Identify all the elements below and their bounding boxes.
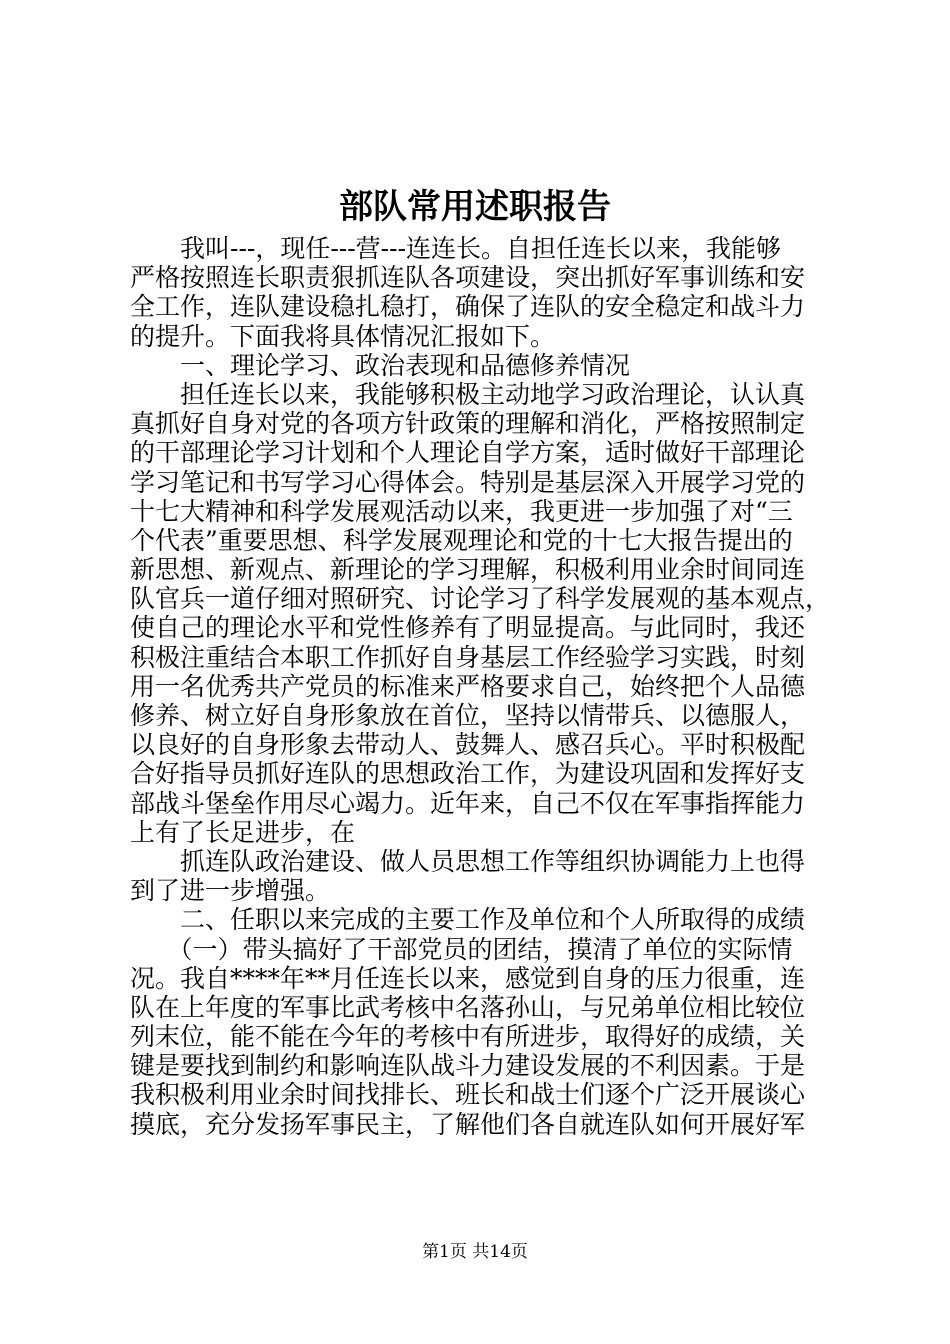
body-line: 键是要找到制约和影响连队战斗力建设发展的不利因素。于是 xyxy=(130,1051,806,1081)
body-line: 部战斗堡垒作用尽心竭力。近年来，自己不仅在军事指挥能力 xyxy=(130,788,806,818)
body-line: 上有了长足进步，在 xyxy=(130,817,356,847)
body-line: 担任连长以来，我能够积极主动地学习政治理论，认认真 xyxy=(130,379,806,409)
section-heading: 一、理论学习、政治表现和品德修养情况 xyxy=(130,350,631,380)
body-line: （一）带头搞好了干部党员的团结，摸清了单位的实际情 xyxy=(130,934,793,964)
document-body xyxy=(130,234,830,1139)
body-line: 严格按照连长职责狠抓连队各项建设，突出抓好军事训练和安 xyxy=(130,263,806,293)
body-line: 况。我自****年**月任连长以来，感觉到自身的压力很重，连 xyxy=(130,963,806,993)
section-heading: 二、任职以来完成的主要工作及单位和个人所取得的成绩 xyxy=(130,905,806,935)
body-line: 合好指导员抓好连队的思想政治工作，为建设巩固和发挥好支 xyxy=(130,759,806,789)
body-line: 的干部理论学习计划和个人理论自学方案，适时做好干部理论 xyxy=(130,438,806,468)
body-line: 新思想、新观点、新理论的学习理解，积极利用业余时间同连 xyxy=(130,555,806,585)
body-line: 抓连队政治建设、做人员思想工作等组织协调能力上也得 xyxy=(130,846,806,876)
body-line: 修养、树立好自身形象放在首位，坚持以情带兵、以德服人， xyxy=(130,701,806,730)
page-title: 部队常用述职报告 xyxy=(339,187,611,227)
body-line: 列末位，能不能在今年的考核中有所进步，取得好的成绩，关 xyxy=(130,1022,806,1052)
body-line: 到了进一步增强。 xyxy=(130,876,331,906)
body-line: 队在上年度的军事比武考核中名落孙山，与兄弟单位相比较位 xyxy=(130,992,806,1022)
body-line: 用一名优秀共产党员的标准来严格要求自己，始终把个人品德 xyxy=(130,671,806,701)
page-footer: 第1页 共14页 xyxy=(422,1242,528,1262)
body-line: 全工作，连队建设稳扎稳打，确保了连队的安全稳定和战斗力 xyxy=(130,292,806,322)
body-line: 个代表”重要思想、科学发展观理论和党的十七大报告提出的 xyxy=(130,525,793,555)
body-line: 真抓好自身对党的各项方针政策的理解和消化，严格按照制定 xyxy=(130,409,806,439)
body-line: 我叫---，现任---营---连连长。自担任连长以来，我能够 xyxy=(130,234,782,263)
body-line: 我积极利用业余时间找排长、班长和战士们逐个广泛开展谈心 xyxy=(130,1080,806,1110)
body-line: 使自己的理论水平和党性修养有了明显提高。与此同时，我还 xyxy=(130,613,806,643)
body-line: 积极注重结合本职工作抓好自身基层工作经验学习实践，时刻 xyxy=(130,642,806,672)
body-line: 十七大精神和科学发展观活动以来，我更进一步加强了对“三 xyxy=(130,496,793,526)
body-line: 以良好的自身形象去带动人、鼓舞人、感召兵心。平时积极配 xyxy=(130,730,806,760)
body-line: 的提升。下面我将具体情况汇报如下。 xyxy=(130,321,556,351)
body-line: 摸底，充分发扬军事民主，了解他们各自就连队如何开展好军 xyxy=(130,1109,806,1139)
body-line: 学习笔记和书写学习心得体会。特别是基层深入开展学习党的 xyxy=(130,467,806,497)
body-line: 队官兵一道仔细对照研究、讨论学习了科学发展观的基本观点， xyxy=(130,584,831,614)
